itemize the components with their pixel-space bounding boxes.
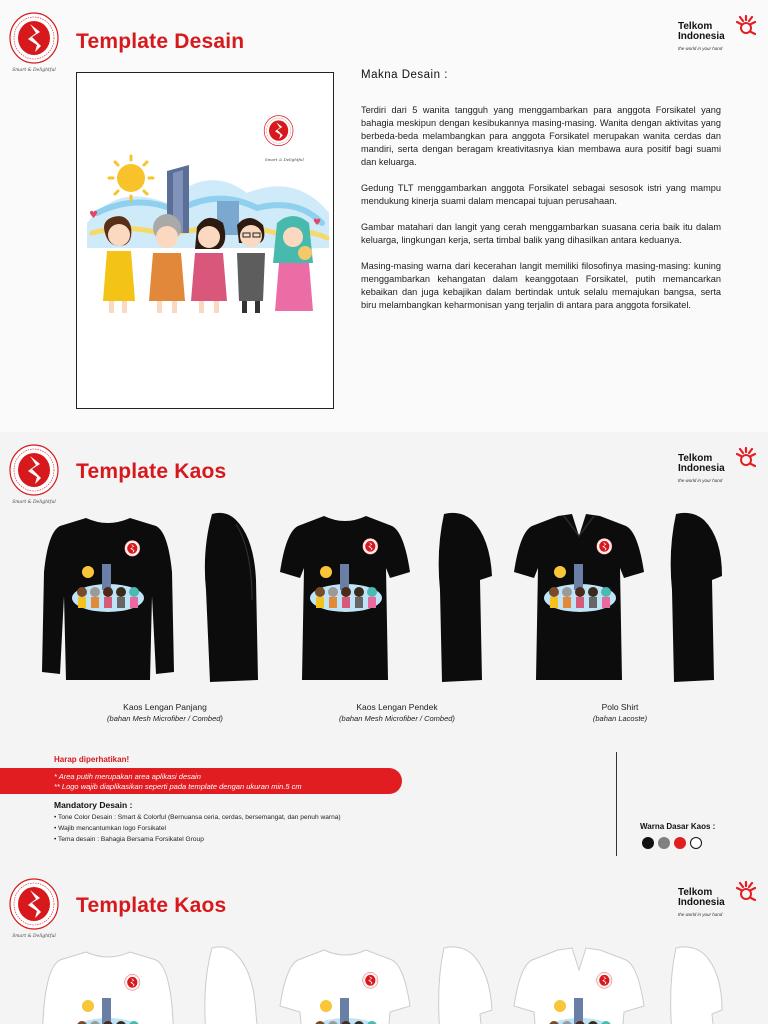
forsikatel-logo — [8, 876, 60, 942]
polo-shirt-front — [512, 512, 646, 684]
polo-shirt-front-white — [512, 946, 646, 1024]
long-sleeve-side — [196, 510, 262, 686]
telkom-sun-icon — [726, 446, 756, 472]
base-colors-title: Warna Dasar Kaos : — [640, 822, 716, 831]
divider — [616, 752, 617, 856]
telkom-sun-icon — [726, 880, 756, 906]
color-swatch-gray[interactable] — [658, 837, 670, 849]
telkom-logo — [678, 14, 756, 64]
forsikatel-logo — [8, 10, 60, 76]
slide-template-desain — [0, 0, 768, 432]
svg-text:Smart & Delightful: Smart & Delightful — [265, 157, 304, 162]
mandatory-item: • Tema desain : Bahagia Bersama Forsikatel Group — [54, 836, 204, 843]
slide-title: Template Kaos — [76, 460, 227, 483]
design-illustration — [77, 73, 333, 408]
makna-paragraph: Terdiri dari 5 wanita tangguh yang menggambarkan para anggota Forsikatel yang bahagia meskipun dengan kesibukannya masing-masing. Wanita dengan aktivitas yang berbeda-beda melambangkan para anggota Forsikatel merupakan wanita cerdas dan mandiri, serta dengan beragam kreativitasnya kian membawa aura positif bagi suami dan keluarga. — [361, 105, 721, 167]
makna-paragraph: Gedung TLT menggambarkan anggota Forsikatel sebagai sesosok istri yang mampu mendukung kinerja suami dalam mencapai tujuan perusahaan. — [361, 183, 721, 206]
makna-paragraph: Gambar matahari dan langit yang cerah menggambarkan suasana ceria baik itu dalam keluarga, lingkungan kerja, serta timbal balik yang dihasilkan antara keduanya. — [361, 222, 721, 245]
mandatory-item: • Tone Color Desain : Smart & Colorful (Bernuansa ceria, cerdas, bersemangat, dan penuh warna) — [54, 814, 341, 821]
notice-line: * Area putih merupakan area aplikasi desain — [54, 772, 201, 781]
shirt-material: (bahan Mesh Microfiber / Combed) — [339, 714, 455, 723]
shirt-label: Kaos Lengan Panjang — [123, 702, 207, 712]
short-sleeve-side-white — [430, 944, 496, 1024]
shirt-label: Kaos Lengan Pendek — [356, 702, 438, 712]
svg-text:♥: ♥ — [89, 210, 98, 221]
telkom-tagline: the world in your hand — [678, 46, 723, 51]
makna-paragraph: Masing-masing warna dari kecerahan langit memiliki filosofinya masing-masing: kuning menggambarkan kehangatan dalam keanggotaan Forsikatel, putih memancarkan kebaikan dan juga kebajikan dalam bertindak untuk selalu memajukan bangsa, serta biru melambangkan keharmonisan yang terjalin di antara para anggota forsikatel. — [361, 261, 721, 310]
slide-title: Template Kaos — [76, 894, 227, 917]
telkom-tagline: the world in your hand — [678, 912, 723, 917]
color-swatch-black[interactable] — [642, 837, 654, 849]
telkom-name: Telkom Indonesia — [678, 21, 725, 42]
telkom-name: Telkom Indonesia — [678, 453, 725, 474]
short-sleeve-front — [278, 512, 412, 684]
long-sleeve-side-white — [196, 944, 262, 1024]
svg-text:♥: ♥ — [313, 218, 322, 228]
mandatory-title: Mandatory Desain : — [54, 800, 133, 810]
mandatory-item: • Wajib mencantumkan logo Forsikatel — [54, 825, 167, 832]
color-swatch-red[interactable] — [674, 837, 686, 849]
slide-template-kaos-white — [0, 866, 768, 1024]
telkom-logo — [678, 880, 756, 930]
forsikatel-caption: Smart & Delightful — [12, 934, 56, 939]
slide-title: Template Desain — [76, 30, 245, 53]
shirt-label: Polo Shirt — [601, 702, 639, 712]
long-sleeve-front — [38, 512, 178, 684]
telkom-name: Telkom Indonesia — [678, 887, 725, 908]
short-sleeve-front-white — [278, 946, 412, 1024]
color-swatch-white[interactable] — [690, 837, 702, 849]
short-sleeve-side — [430, 510, 496, 686]
telkom-tagline: the world in your hand — [678, 478, 723, 483]
telkom-sun-icon — [726, 14, 756, 40]
forsikatel-caption: Smart & Delightful — [12, 68, 56, 73]
shirt-material: (bahan Lacoste) — [592, 714, 648, 723]
makna-body — [361, 104, 721, 325]
polo-shirt-side — [664, 510, 726, 686]
slide-template-kaos — [0, 432, 768, 866]
forsikatel-logo — [8, 442, 60, 508]
makna-heading: Makna Desain : — [361, 69, 448, 81]
long-sleeve-front-white — [38, 946, 178, 1024]
forsikatel-caption: Smart & Delightful — [12, 500, 56, 505]
design-artwork-frame — [76, 72, 334, 409]
shirt-material: (bahan Mesh Microfiber / Combed) — [107, 714, 223, 723]
notice-line: ** Logo wajib diaplikasikan seperti pada template dengan ukuran min.5 cm — [54, 782, 302, 791]
polo-shirt-side-white — [664, 944, 726, 1024]
notice-title: Harap diperhatikan! — [54, 755, 130, 764]
telkom-logo — [678, 446, 756, 496]
